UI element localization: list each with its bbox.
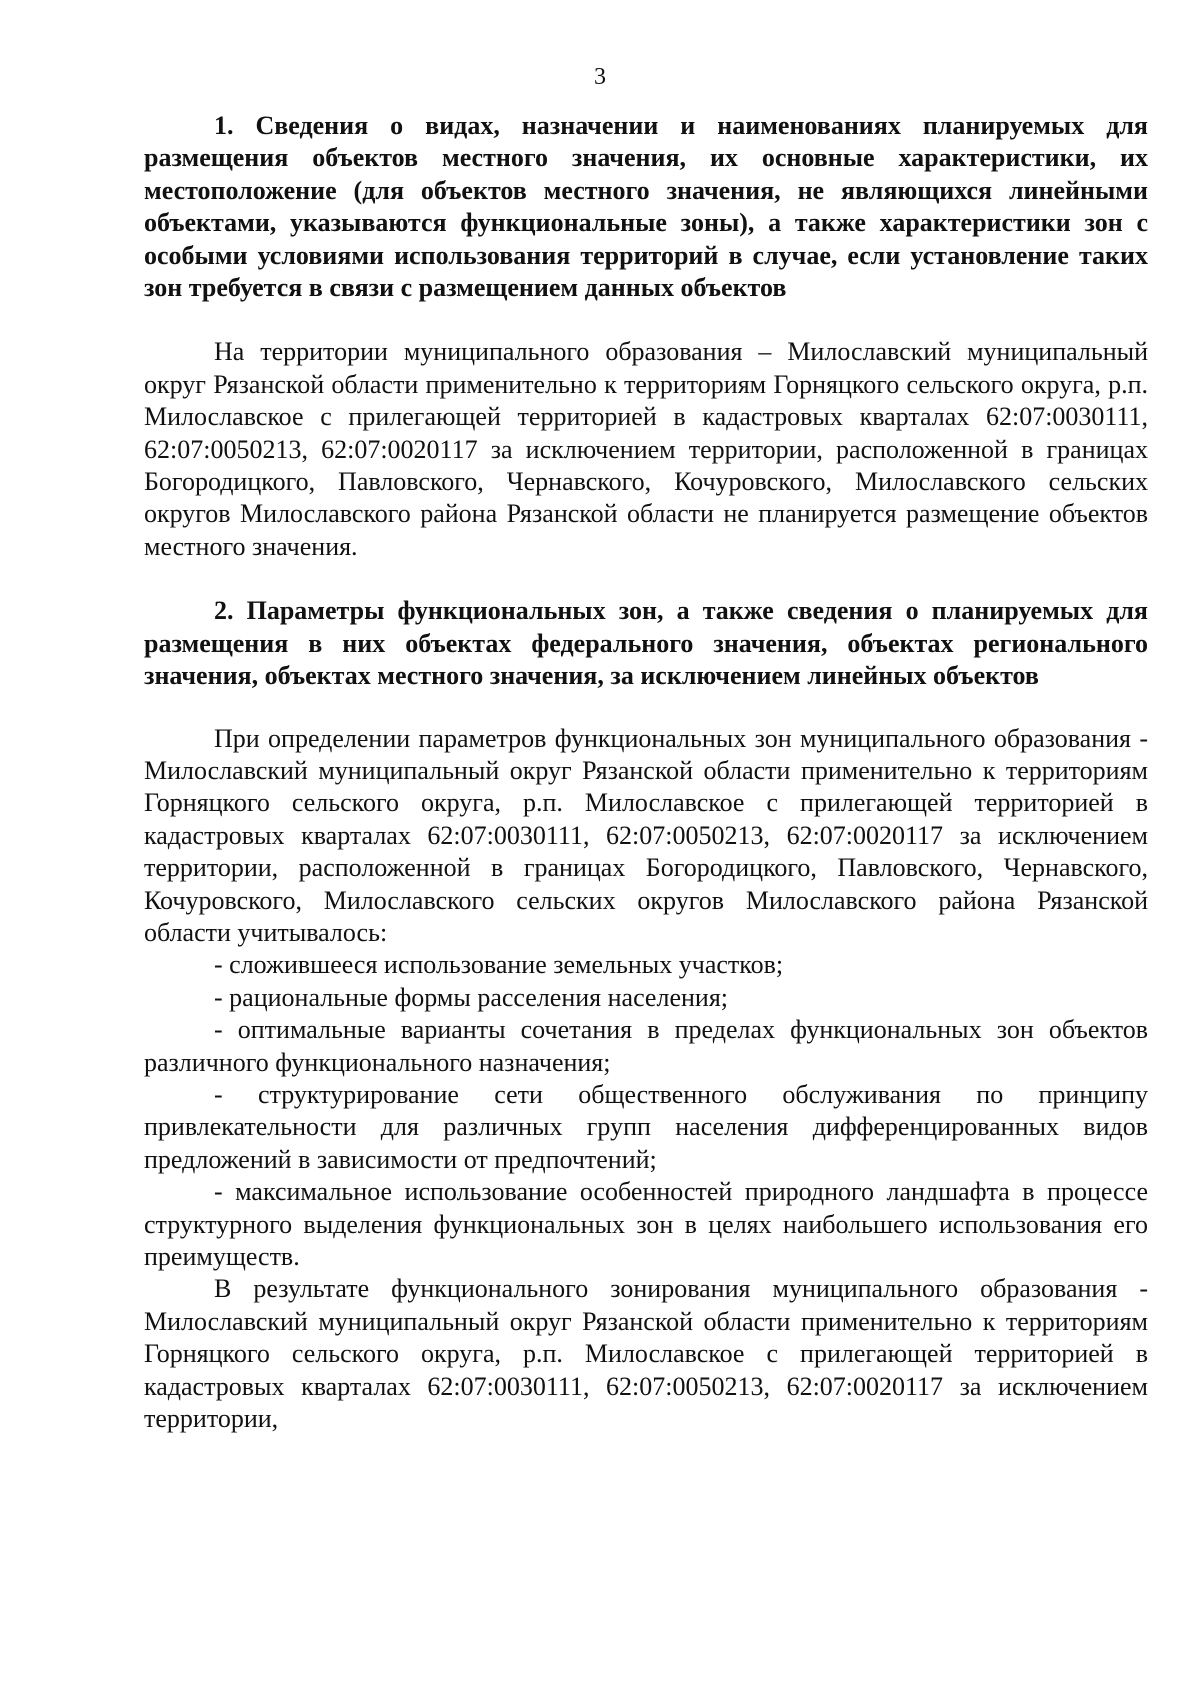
section-1-paragraph: На территории муниципального образования – Милославский муниципальный округ Рязанской области применительно к территориям Горняцкого сельского округа, р.п. Милославское с прилегающей территорией в кадастровых кварталах 62:07:0030111, 62:07:0050213, 62:07:0020117 за исключением территории, расположенной в границах Богородицкого, Павловского, Чернавского, Кочуровского, Милославского сельских округов Милославского района Рязанской области не планируется размещение объектов местного значения.: [144, 337, 1148, 561]
list-item: - максимальное использование особенностей природного ландшафта в процессе структурного выделения функциональных зон в целях наибольшего использования его преимуществ.: [144, 1177, 1148, 1271]
list-item: - структурирование сети общественного обслуживания по принципу привлекательности для различных групп населения дифференцированных видов предложений в зависимости от предпочтений;: [144, 1079, 1148, 1174]
section-2-result: В результате функционального зонирования муниципального образования - Милославский муниципальный округ Рязанской области применительно к территориям Горняцкого сельского округа, р.п. Милославское с прилегающей территорией в кадастровых кварталах 62:07:0030111, 62:07:0050213, 62:07:0020117 за исключением территории,: [144, 1274, 1148, 1434]
section-2-intro: При определении параметров функциональных зон муниципального образования - Милославский муниципальный округ Рязанской области применительно к территориям Горняцкого сельского округа, р.п. Милославское с прилегающей территорией в кадастровых кварталах 62:07:0030111, 62:07:0050213, 62:07:0020117 за исключением территории, расположенной в границах Богородицкого, Павловского, Чернавского, Кочуровского, Милославского сельских округов Милославского района Рязанской области учитывалось:: [144, 723, 1148, 947]
list-item: - оптимальные варианты сочетания в пределах функциональных зон объектов различного функционального назначения;: [144, 1015, 1148, 1077]
page-number: 3: [594, 64, 606, 90]
document-body: [144, 110, 1148, 1435]
section-1-heading: 1. Сведения о видах, назначении и наименованиях планируемых для размещения объектов местного значения, их основные характеристики, их местоположение (для объектов местного значения, не являющихся линейными объектами, указываются функциональные зоны), а также характеристики зон с особыми условиями использования территорий в случае, если установление таких зон требуется в связи с размещением данных объектов: [144, 111, 1148, 303]
spacer: [144, 693, 1148, 723]
section-2-heading: 2. Параметры функциональных зон, а также сведения о планируемых для размещения в них объектах федерального значения, объектах регионального значения, объектах местного значения, за исключением линейных объектов: [144, 596, 1148, 691]
spacer: [144, 563, 1148, 595]
list-item: - сложившееся использование земельных участков;: [214, 950, 784, 980]
list-item: - рациональные формы расселения населения;: [214, 982, 728, 1012]
spacer: [144, 304, 1148, 336]
